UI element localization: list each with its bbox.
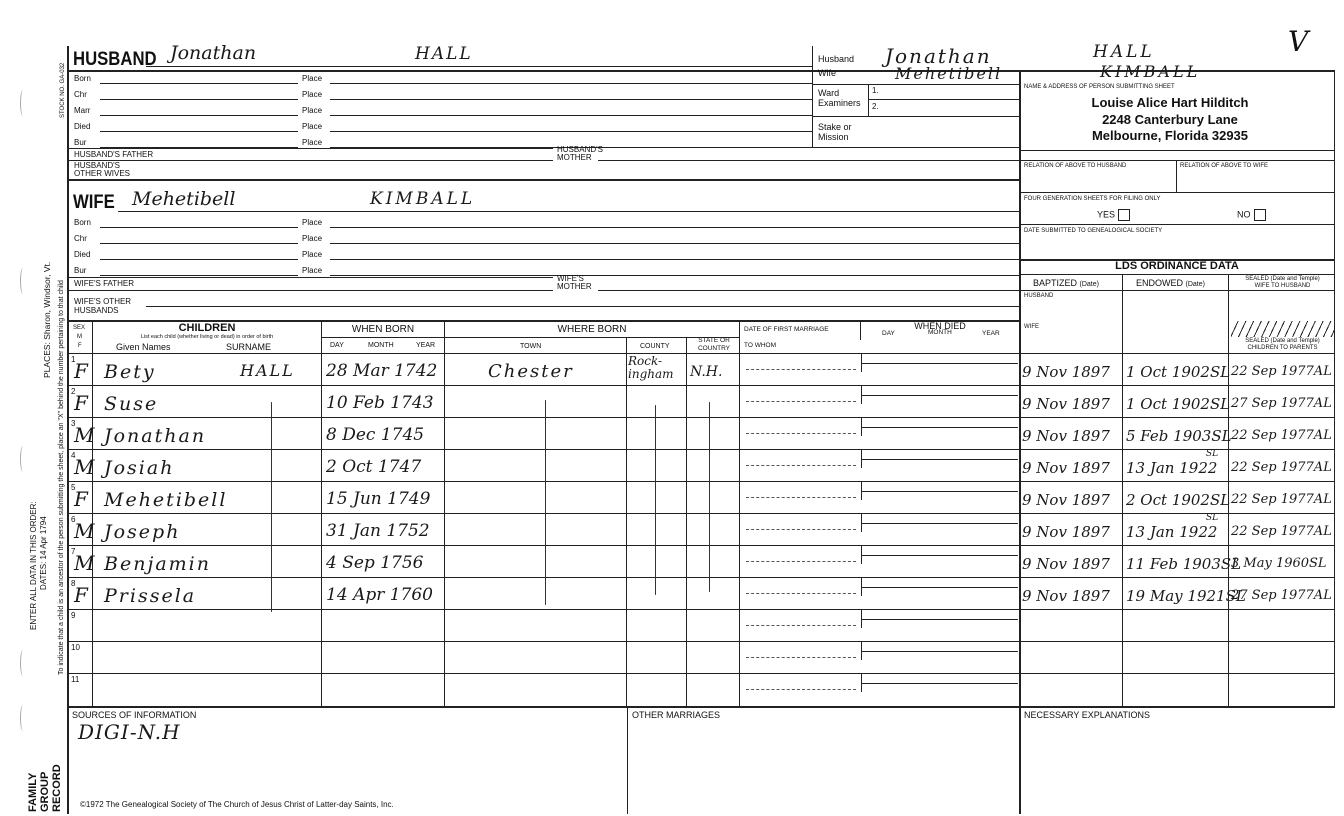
died-year-label: YEAR — [982, 330, 1000, 337]
child-sealed: 27 Sep 1977AL — [1231, 588, 1332, 603]
child-given-name: Joseph — [104, 521, 181, 543]
death-date-line — [862, 619, 1018, 620]
child-sex: M — [74, 423, 95, 447]
wife-died-place-label: Place — [302, 250, 323, 259]
child-sealed: 22 Sep 1977AL — [1231, 492, 1332, 507]
child-endowed-note: SL — [1206, 449, 1219, 459]
marriage-date-line — [746, 433, 856, 434]
child-sex: M — [74, 551, 95, 575]
header-divider — [812, 84, 1020, 85]
family-group-record-1: FAMILY — [27, 772, 39, 812]
wife-bur-place-line — [330, 275, 1020, 276]
wife-given-name: Mehetibell — [132, 188, 236, 210]
no-checkbox[interactable] — [1254, 209, 1266, 221]
examiner-divider — [868, 99, 1020, 100]
child-endowed-note: SL — [1206, 513, 1219, 523]
state-or-label: STATE OR — [698, 337, 730, 344]
child-number: 10 — [71, 643, 80, 652]
wife-bur-label: Bur — [74, 266, 87, 275]
husband-chr-label: Chr — [74, 90, 87, 99]
wifes-father-label: WIFE'S FATHER — [74, 279, 135, 288]
child-endowed: 2 Oct 1902SL — [1126, 491, 1231, 509]
lds-col-header-rule — [1019, 290, 1335, 291]
child-sex: F — [74, 359, 88, 383]
binder-hole — [20, 90, 26, 116]
where-born-label: WHERE BORN — [557, 324, 627, 335]
stock-number: STOCK NO. GA-032 — [60, 62, 66, 118]
wife-died-label: Died — [74, 250, 91, 259]
stake-label: Stake or — [818, 122, 852, 132]
yes-label: YES — [1097, 209, 1116, 220]
child-baptized: 9 Nov 1897 — [1022, 395, 1110, 413]
husbands-father-label: HUSBAND'S FATHER — [74, 150, 154, 159]
death-date-bracket — [861, 450, 862, 468]
child-number: 4 — [71, 451, 76, 460]
death-date-bracket — [861, 674, 862, 692]
child-given-name: Josiah — [104, 457, 175, 479]
death-date-bracket — [861, 482, 862, 500]
table-row — [67, 673, 1335, 674]
divider — [67, 290, 553, 291]
other-marriages-label: OTHER MARRIAGES — [632, 710, 721, 720]
bottom-divider — [627, 706, 628, 814]
header-divider — [812, 116, 1020, 117]
wife-bur-place-label: Place — [302, 266, 323, 275]
husband-bur-label: Bur — [74, 138, 87, 147]
family-group-record-2: GROUP — [39, 771, 51, 812]
marriage-date-line — [746, 497, 856, 498]
husband-died-place-line — [330, 131, 812, 132]
header-divider — [812, 147, 1020, 148]
binder-hole — [20, 268, 26, 294]
table-row — [67, 417, 1335, 418]
wifes-other-husbands-label-2: HUSBANDS — [74, 306, 119, 315]
death-date-line — [862, 427, 1018, 428]
copyright: ©1972 The Genealogical Society of The Church of Jesus Christ of Latter-day Saints, Inc. — [80, 800, 394, 809]
wife-born-place-line — [330, 227, 1020, 228]
endowed-date-label: (Date) — [1185, 281, 1205, 288]
divider — [67, 277, 553, 278]
relation-wife-label: RELATION OF ABOVE TO WIFE — [1180, 163, 1269, 169]
child-sex: F — [74, 391, 88, 415]
col-rule-town — [626, 337, 627, 706]
child-endowed: 13 Jan 1922 — [1126, 523, 1218, 541]
husband-born-line — [100, 83, 298, 84]
wife-sealing-hatch — [1231, 321, 1334, 337]
husband-chr-line — [100, 99, 298, 100]
child-number: 5 — [71, 483, 76, 492]
death-date-line — [862, 363, 1018, 364]
died-month-label: MONTH — [928, 329, 952, 336]
submitter-city: Melbourne, Florida 32935 — [1091, 128, 1249, 143]
wife-name-line — [118, 211, 1020, 212]
husband-born-place-line — [330, 83, 812, 84]
husband-born-label: Born — [74, 74, 91, 83]
child-birth-town: Chester — [488, 361, 574, 382]
table-row — [67, 545, 1335, 546]
sealed-children-label-1: SEALED (Date and Temple) — [1245, 338, 1320, 344]
wife-born-line — [100, 227, 298, 228]
places-note: PLACES: Sharon, Windsor, Vt. — [42, 261, 52, 378]
mission-label: Mission — [818, 132, 849, 142]
death-date-bracket — [861, 546, 862, 564]
born-day-label: DAY — [330, 342, 344, 349]
wife-born-place-label: Place — [302, 218, 323, 227]
wife-chr-place-line — [330, 243, 1020, 244]
child-sex: F — [74, 583, 88, 607]
check-mark: V — [1288, 25, 1309, 58]
wife-title: WIFE — [73, 192, 115, 213]
lds-husband-label: HUSBAND — [1024, 293, 1054, 299]
name-address-label: NAME & ADDRESS OF PERSON SUBMITTING SHEET — [1024, 84, 1175, 90]
death-date-line — [862, 395, 1018, 396]
necessary-explanations-label: NECESSARY EXPLANATIONS — [1024, 710, 1151, 720]
table-row — [67, 609, 1335, 610]
children-subtitle: List each child (whether living or dead) in order of birth — [140, 334, 274, 340]
submitter-street: 2248 Canterbury Lane — [1102, 112, 1238, 127]
enter-note: ENTER ALL DATA IN THIS ORDER: — [29, 501, 38, 630]
death-date-bracket — [861, 642, 862, 660]
table-row — [67, 641, 1335, 642]
endowed-text: ENDOWED — [1136, 278, 1183, 288]
child-sealed: 22 Sep 1977AL — [1231, 428, 1332, 443]
children-title: CHILDREN — [178, 322, 236, 334]
child-sealed: 27 Sep 1977AL — [1231, 396, 1332, 411]
child-baptized: 9 Nov 1897 — [1022, 491, 1110, 509]
header-box-left — [812, 46, 813, 148]
lds-ordinance-title: LDS ORDINANCE DATA — [1115, 260, 1239, 272]
header-husband-label: Husband — [818, 54, 855, 64]
child-number: 1 — [71, 355, 76, 364]
child-baptized: 9 Nov 1897 — [1022, 459, 1110, 477]
child-number: 8 — [71, 579, 76, 588]
sealed-wife-label-2: WIFE TO HUSBAND — [1254, 283, 1311, 289]
child-sealed: 22 Sep 1977AL — [1231, 364, 1332, 379]
table-row — [67, 577, 1335, 578]
child-baptized: 9 Nov 1897 — [1022, 427, 1110, 445]
marriage-date-line — [746, 369, 856, 370]
wife-surname: KIMBALL — [370, 189, 476, 209]
four-gen-no[interactable] — [1237, 209, 1266, 221]
death-date-bracket — [861, 418, 862, 436]
table-row — [67, 481, 1335, 482]
child-number: 9 — [71, 611, 76, 620]
col-rule-died-header — [860, 320, 861, 340]
death-date-line — [862, 555, 1018, 556]
examiners-label: Examiners — [818, 98, 861, 108]
born-year-label: YEAR — [416, 342, 436, 349]
when-died-label: WHEN DIED — [914, 321, 966, 331]
wife-died-line — [100, 259, 298, 260]
child-given-name: Mehetibell — [104, 489, 228, 511]
died-day-label: DAY — [882, 330, 895, 337]
four-gen-box-bottom — [1019, 224, 1335, 225]
child-birth-date: 28 Mar 1742 — [326, 361, 438, 381]
husband-died-place-label: Place — [302, 122, 323, 131]
child-baptized: 9 Nov 1897 — [1022, 523, 1110, 541]
submitter-box-bottom — [1019, 160, 1335, 161]
endowed-label — [1136, 279, 1205, 288]
wife-chr-place-label: Place — [302, 234, 323, 243]
husbands-other-wives-label-1: HUSBAND'S — [74, 161, 120, 170]
submitter-underline — [1019, 150, 1335, 151]
sealed-wife-label-1: SEALED (Date and Temple) — [1245, 276, 1320, 282]
child-birth-date: 2 Oct 1747 — [326, 457, 422, 477]
relation-box-bottom — [1019, 192, 1335, 193]
wife-chr-line — [100, 243, 298, 244]
husband-marr-place-line — [330, 115, 812, 116]
child-number: 6 — [71, 515, 76, 524]
child-birth-state: N.H. — [690, 364, 723, 380]
sealed-children-label-2: CHILDREN TO PARENTS — [1247, 345, 1318, 351]
child-sealed: 22 Sep 1977AL — [1231, 524, 1332, 539]
baptized-date-label: (Date) — [1079, 281, 1099, 288]
child-given-name: Benjamin — [104, 553, 211, 575]
header-wife-label: Wife — [818, 68, 836, 78]
child-endowed: 13 Jan 1922 — [1126, 459, 1218, 477]
death-date-line — [862, 523, 1018, 524]
given-names-label: Given Names — [116, 342, 171, 352]
wife-chr-label: Chr — [74, 234, 87, 243]
town-label: TOWN — [520, 343, 542, 350]
wifes-mother-label-1: WIFE'S — [557, 274, 584, 283]
child-surname: HALL — [240, 361, 295, 380]
binder-hole — [20, 446, 26, 472]
relation-husband-label: RELATION OF ABOVE TO HUSBAND — [1024, 163, 1127, 169]
bottom-rule — [67, 706, 1335, 708]
death-date-line — [862, 587, 1018, 588]
child-birth-date: 8 Dec 1745 — [326, 425, 425, 445]
when-born-label: WHEN BORN — [351, 324, 415, 335]
child-number: 3 — [71, 419, 76, 428]
child-number: 11 — [71, 675, 80, 684]
child-baptized: 9 Nov 1897 — [1022, 587, 1110, 605]
wifes-mother-line — [598, 290, 1020, 291]
child-sealed: 3 May 1960SL — [1231, 556, 1327, 571]
husbands-mother-line — [598, 160, 1020, 161]
marriage-date-line — [746, 625, 856, 626]
death-date-bracket — [861, 386, 862, 404]
child-endowed: 19 May 1921SL — [1126, 587, 1246, 605]
col-rule-county — [686, 337, 687, 706]
death-date-line — [862, 491, 1018, 492]
baptized-text: BAPTIZED — [1033, 278, 1078, 288]
death-date-bracket — [861, 354, 862, 372]
sex-f-label: F — [78, 343, 82, 349]
left-form-border — [67, 46, 69, 814]
child-birth-date: 10 Feb 1743 — [326, 393, 434, 413]
husband-name-line — [146, 66, 812, 67]
binder-hole — [20, 650, 26, 676]
death-date-bracket — [861, 578, 862, 596]
husband-died-line — [100, 131, 298, 132]
wife-died-place-line — [330, 259, 1020, 260]
husband-marr-line — [100, 115, 298, 116]
lds-wife-label: WIFE — [1024, 324, 1039, 330]
child-given-name: Prissela — [104, 585, 197, 607]
child-endowed: 1 Oct 1902SL — [1126, 363, 1231, 381]
husband-marr-label: Marr — [74, 106, 91, 115]
ditto-mark — [709, 402, 710, 592]
divider — [67, 160, 553, 161]
child-sex: M — [74, 455, 95, 479]
wife-bur-line — [100, 275, 298, 276]
ditto-mark — [271, 402, 272, 612]
child-birth-date: 14 Apr 1760 — [326, 585, 433, 605]
child-number: 2 — [71, 387, 76, 396]
county-label: COUNTY — [640, 343, 670, 350]
table-row — [67, 353, 1335, 354]
ancestor-note: To indicate that a child is an ancestor of the person submitting the sheet, place an "X" behind the number pertaining to that child — [58, 280, 65, 675]
wifes-other-husbands-label-1: WIFE'S OTHER — [74, 297, 132, 306]
husbands-other-wives-label-2: OTHER WIVES — [74, 169, 131, 178]
to-whom-label: TO WHOM — [744, 342, 777, 349]
no-label: NO — [1237, 209, 1251, 220]
child-sex: F — [74, 487, 88, 511]
sources-value: DIGI-N.H — [78, 720, 181, 744]
child-given-name: Jonathan — [104, 425, 207, 447]
examiner-2-label: 2. — [872, 102, 879, 111]
husband-given-name: Jonathan — [170, 42, 257, 64]
child-endowed: 11 Feb 1903SL — [1126, 555, 1242, 573]
husbands-mother-label-1: HUSBAND'S — [557, 145, 603, 154]
baptized-label — [1033, 279, 1099, 288]
death-date-line — [862, 683, 1018, 684]
date-submitted-label: DATE SUBMITTED TO GENEALOGICAL SOCIETY — [1024, 228, 1163, 234]
sex-m-label: M — [77, 334, 82, 340]
child-birth-date: 31 Jan 1752 — [326, 521, 430, 541]
child-birth-county: Rock-ingham — [628, 354, 674, 381]
child-baptized: 9 Nov 1897 — [1022, 555, 1110, 573]
child-sealed: 22 Sep 1977AL — [1231, 460, 1332, 475]
marriage-date-line — [746, 657, 856, 658]
four-gen-yes[interactable] — [1097, 209, 1130, 221]
marriage-date-line — [746, 689, 856, 690]
child-birth-date: 15 Jun 1749 — [326, 489, 431, 509]
header-wife-surname: KIMBALL — [1100, 62, 1201, 81]
four-gen-label: FOUR GENERATION SHEETS FOR FILING ONLY — [1024, 196, 1161, 202]
husband-chr-place-line — [330, 99, 812, 100]
binder-hole — [20, 705, 26, 731]
death-date-bracket — [861, 610, 862, 628]
lds-header-rule — [1019, 274, 1335, 275]
child-number: 7 — [71, 547, 76, 556]
wife-born-label: Born — [74, 218, 91, 227]
header-husband-surname: HALL — [1093, 42, 1155, 62]
ward-label: Ward — [818, 88, 840, 98]
husbands-mother-label-2: MOTHER — [557, 153, 592, 162]
husband-died-label: Died — [74, 122, 91, 131]
born-month-label: MONTH — [368, 342, 394, 349]
marriage-date-line — [746, 465, 856, 466]
wifes-other-husbands-line — [146, 306, 1020, 307]
death-date-bracket — [861, 514, 862, 532]
husband-bur-place-label: Place — [302, 138, 323, 147]
section-rule — [67, 179, 1020, 181]
ditto-mark — [545, 400, 546, 605]
sex-label: SEX — [73, 325, 86, 331]
child-given-name: Suse — [104, 393, 159, 415]
first-marriage-label: DATE OF FIRST MARRIAGE — [744, 326, 829, 333]
divider — [67, 148, 553, 149]
death-date-line — [862, 459, 1018, 460]
dates-note: DATES: 14 Apr 1794 — [39, 516, 48, 590]
header-sub-rule — [322, 337, 740, 338]
marriage-date-line — [746, 401, 856, 402]
husband-born-place-label: Place — [302, 74, 323, 83]
death-date-line — [862, 651, 1018, 652]
marriage-date-line — [746, 593, 856, 594]
relation-divider — [1176, 160, 1177, 192]
wifes-mother-label-2: MOTHER — [557, 282, 592, 291]
husband-surname: HALL — [415, 44, 473, 64]
sources-label: SOURCES OF INFORMATION — [72, 710, 197, 720]
submitter-name: Louise Alice Hart Hilditch — [1091, 95, 1249, 110]
marriage-date-line — [746, 561, 856, 562]
table-row — [67, 513, 1335, 514]
right-panel-border — [1019, 70, 1021, 814]
ward-divider — [868, 84, 869, 116]
family-group-record-3: RECORD — [51, 764, 63, 812]
table-row — [67, 449, 1335, 450]
child-endowed: 5 Feb 1903SL — [1126, 427, 1232, 445]
husband-chr-place-label: Place — [302, 90, 323, 99]
child-endowed: 1 Oct 1902SL — [1126, 395, 1231, 413]
country-label: COUNTRY — [697, 345, 731, 352]
surname-label: SURNAME — [226, 342, 272, 352]
yes-checkbox[interactable] — [1118, 209, 1130, 221]
right-edge — [1334, 70, 1335, 706]
child-given-name: Bety — [104, 361, 156, 383]
table-row — [67, 385, 1335, 386]
husband-marr-place-label: Place — [302, 106, 323, 115]
marriage-date-line — [746, 529, 856, 530]
child-birth-date: 4 Sep 1756 — [326, 553, 424, 573]
child-baptized: 9 Nov 1897 — [1022, 363, 1110, 381]
ditto-mark — [655, 405, 656, 595]
header-husband-given: Jonathan — [885, 44, 992, 68]
header-wife-given: Mehetibell — [895, 64, 1003, 83]
child-sex: M — [74, 519, 95, 543]
examiner-1-label: 1. — [872, 86, 879, 95]
husband-title: HUSBAND — [73, 49, 157, 70]
